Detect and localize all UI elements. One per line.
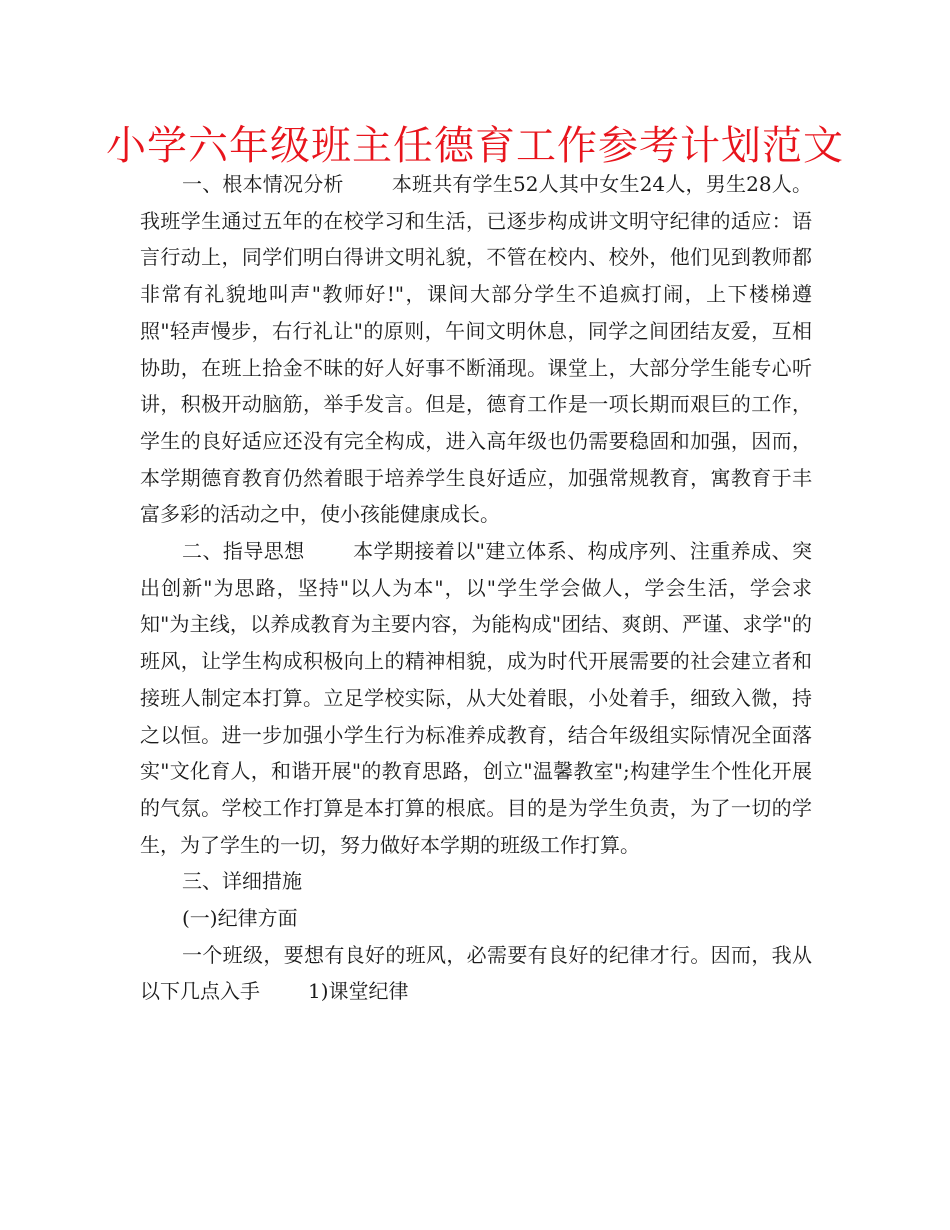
section-detailed-measures: [140, 863, 812, 900]
document-title: 小学六年级班主任德育工作参考计划范文: [106, 123, 844, 169]
section-basic-situation: [140, 166, 812, 533]
section-text: 本班共有学生52人其中女生24人，男生28人。我班学生通过五年的在校学习和生活，已逐步构成讲文明守纪律的适应：语言行动上，同学们明白得讲文明礼貌，不管在校内、校外，他们见到教师都非常有礼貌地叫声"教师好!"，课间大部分学生不追疯打闹，上下楼梯遵照"轻声慢步，右行礼让"的原则，午间文明休息，同学之间团结友爱，互相协助，在班上拾金不昧的好人好事不断涌现。课堂上，大部分学生能专心听讲，积极开动脑筋，举手发言。但是，德育工作是一项长期而艰巨的工作，学生的良好适应还没有完全构成，进入高年级也仍需要稳固和加强，因而，本学期德育教育仍然着眼于培养学生良好适应，加强常规教育，寓教育于丰富多彩的活动之中，使小孩能健康成长。: [140, 172, 813, 527]
section-heading: 三、详细措施: [182, 869, 302, 894]
paragraph-discipline: [140, 937, 812, 1010]
subsection-discipline: [140, 900, 812, 937]
section-text: 本学期接着以"建立体系、构成序列、注重养成、突出创新"为思路，坚持"以人为本"，以"学生学会做人，学会生活，学会求知"为主线，以养成教育为主要内容，为能构成"团结、爽朗、严谨、求学"的班风，让学生构成积极向上的精神相貌，成为时代开展需要的社会建立者和接班人制定本打算。立足学校实际，从大处着眼，小处着手，细致入微，持之以恒。进一步加强小学生行为标准养成教育，结合年级组实际情况全面落实"文化育人，和谐开展"的教育思路，创立"温馨教室";构建学生个性化开展的气氛。学校工作打算是本打算的根底。目的是为学生负责，为了一切的学生，为了学生的一切，努力做好本学期的班级工作打算。: [140, 539, 813, 857]
section-heading: 一、根本情况分析: [182, 172, 344, 196]
paragraph-tail: 1)课堂纪律: [308, 979, 409, 1004]
paragraph-text: 一个班级，要想有良好的班风，必需要有良好的纪律才行。因而，我从以下几点入手: [140, 942, 812, 1004]
subsection-heading: (一)纪律方面: [182, 906, 298, 931]
section-heading: 二、指导思想: [182, 539, 305, 564]
document-body: [140, 166, 812, 1010]
section-guiding-ideology: [140, 533, 812, 863]
